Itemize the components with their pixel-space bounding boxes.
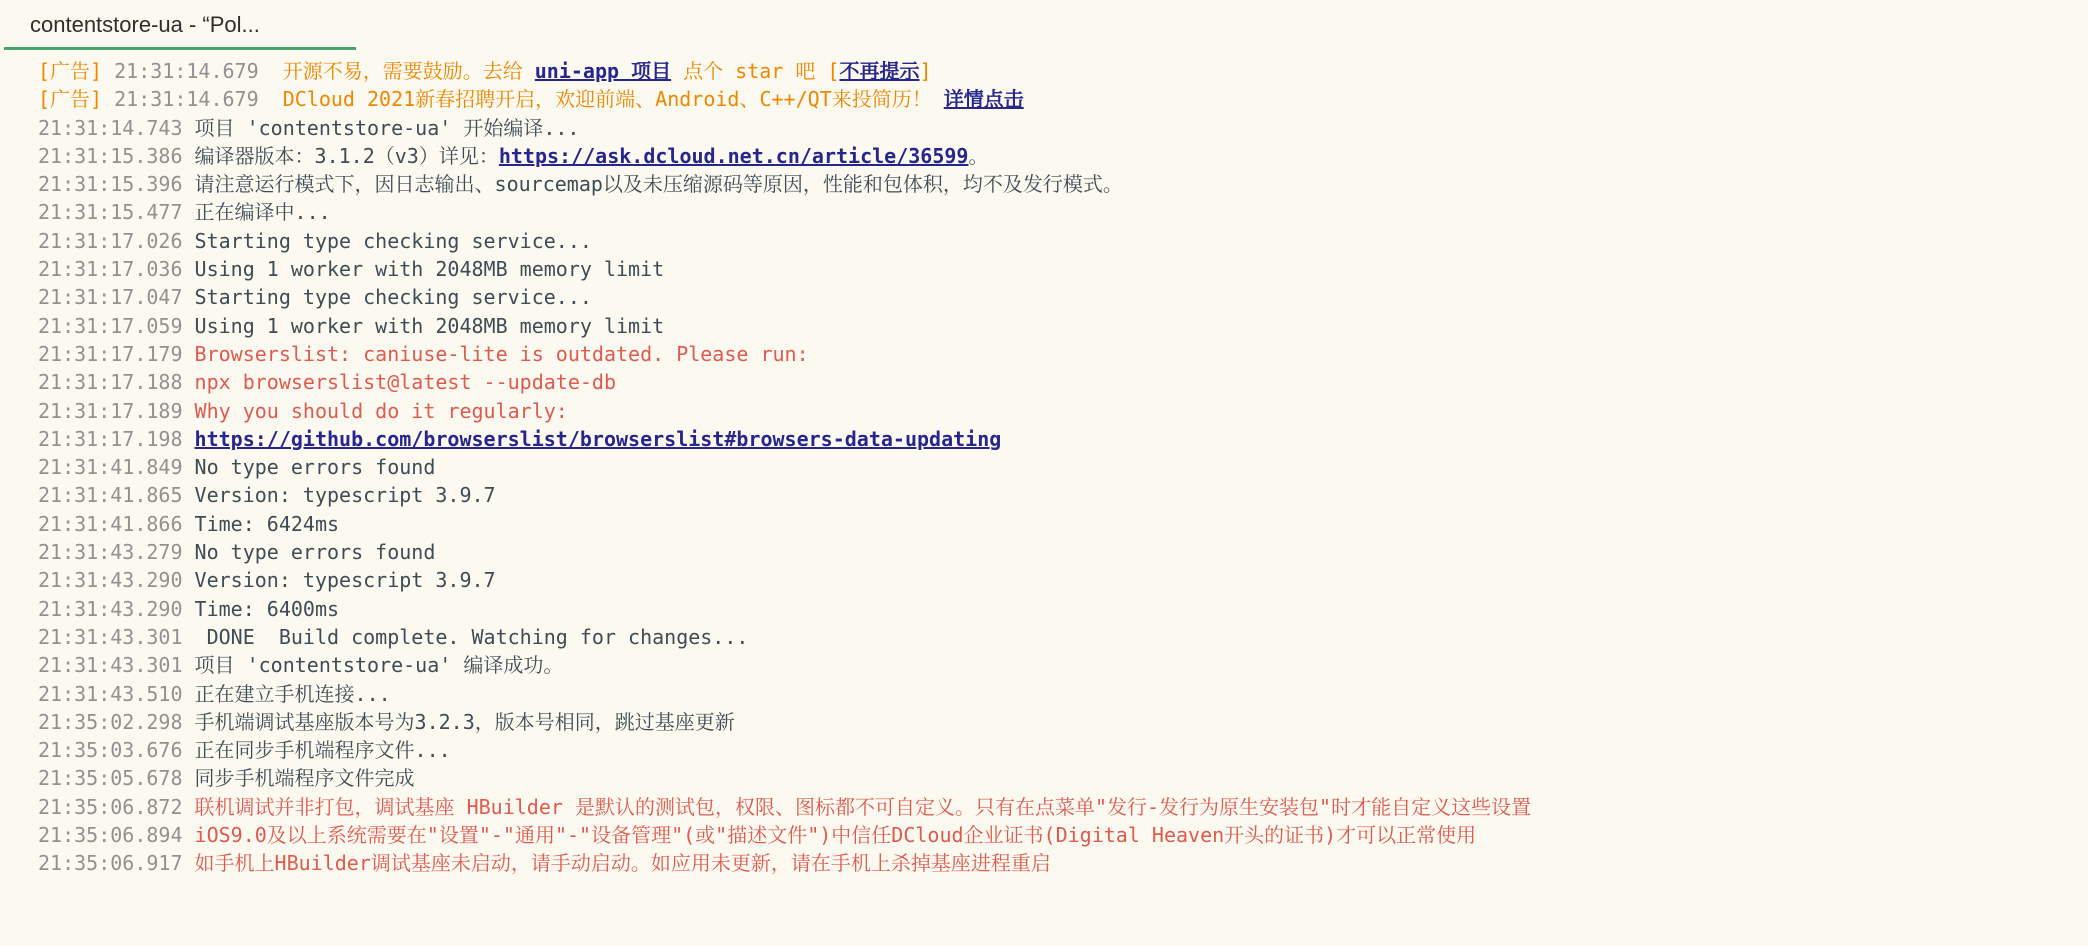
log-line [38,198,2088,226]
log-timestamp: 21:31:43.290 [38,596,195,621]
log-timestamp: 21:31:17.047 [38,285,195,310]
log-timestamp: 21:35:03.676 [38,738,195,763]
log-timestamp: 21:31:41.865 [38,483,195,508]
log-text: 项目 'contentstore-ua' 开始编译... [194,115,580,140]
log-text: 请注意运行模式下，因日志输出、sourcemap以及未压缩源码等原因，性能和包体积，均不及发行模式。 [194,172,1123,197]
log-text: Version: typescript 3.9.7 [194,483,496,508]
log-line [38,764,2088,792]
log-timestamp: 21:31:17.179 [38,341,195,366]
log-line [38,708,2088,736]
log-text: 编译器版本：3.1.2（v3）详见： [194,143,499,168]
log-text: Starting type checking service... [194,285,592,310]
log-line [38,340,2088,368]
log-line [38,283,2088,311]
log-timestamp: 21:31:17.026 [38,228,195,253]
log-line [38,85,2088,113]
log-line [38,595,2088,623]
log-line [38,821,2088,849]
log-text: [广告] [38,87,115,112]
log-timestamp: 21:35:05.678 [38,766,195,791]
log-text: 开源不易，需要鼓励。去给 [270,59,535,83]
log-timestamp: 21:31:17.198 [38,426,195,451]
log-line [38,453,2088,481]
log-line [38,623,2088,651]
log-text: Version: typescript 3.9.7 [194,568,496,593]
log-text: Time: 6424ms [194,511,340,536]
log-timestamp: 21:31:43.301 [38,624,195,649]
log-line [38,397,2088,425]
log-line [38,312,2088,340]
log-timestamp: 21:35:06.894 [38,823,195,848]
log-line [38,170,2088,198]
log-text: Using 1 worker with 2048MB memory limit [194,313,665,338]
log-line [38,510,2088,538]
log-line [38,368,2088,396]
log-timestamp: 21:31:17.188 [38,370,195,395]
log-timestamp: 21:31:15.396 [38,172,195,197]
log-text: 正在建立手机连接... [194,681,391,706]
tab-active-indicator [4,47,356,50]
log-link[interactable]: https://ask.dcloud.net.cn/article/36599 [498,143,969,168]
log-timestamp: 21:31:14.743 [38,115,195,140]
log-link[interactable]: 不再提示 [839,59,920,83]
log-line [38,849,2088,877]
log-text: Starting type checking service... [194,228,592,253]
log-text: No type errors found [194,455,436,480]
log-timestamp: 21:31:17.036 [38,257,195,282]
log-text: 正在编译中... [194,200,331,225]
log-link[interactable]: https://github.com/browserslist/browserslist#browsers-data-updating [194,426,1002,451]
log-text: DCloud 2021新春招聘开启，欢迎前端、Android、C++/QT来投简历！ [270,87,944,112]
log-timestamp: 21:35:02.298 [38,709,195,734]
tab-console[interactable] [4,0,356,50]
log-text: ] [919,59,932,83]
log-text: 点个 star 吧 [ [671,59,840,83]
log-text: 项目 'contentstore-ua' 编译成功。 [194,653,564,678]
log-timestamp: 21:31:43.290 [38,568,195,593]
log-text: Time: 6400ms [194,596,340,621]
log-line [38,481,2088,509]
log-timestamp: 21:35:06.872 [38,794,195,819]
log-line [38,57,2088,85]
log-text: 同步手机端程序文件完成 [194,766,415,791]
log-line [38,793,2088,821]
log-timestamp: 21:35:06.917 [38,851,195,876]
log-timestamp: 21:31:14.679 [114,87,271,112]
log-text: No type errors found [194,540,436,565]
log-timestamp: 21:31:41.866 [38,511,195,536]
log-text: [广告] [38,59,115,83]
log-text: DONE Build complete. Watching for changes... [194,624,749,649]
tab-bar [0,0,2088,50]
log-text: Browserslist: caniuse-lite is outdated. Please run: [194,341,809,366]
log-timestamp: 21:31:43.301 [38,653,195,678]
log-line [38,114,2088,142]
log-line [38,142,2088,170]
console-log[interactable] [0,50,2088,878]
log-line [38,425,2088,453]
log-text: 联机调试并非打包，调试基座 HBuilder 是默认的测试包，权限、图标都不可自定义。只有在点菜单"发行-发行为原生安装包"时才能自定义这些设置 [194,794,1532,819]
log-text: 正在同步手机端程序文件... [194,738,451,763]
log-timestamp: 21:31:17.189 [38,398,195,423]
log-timestamp: 21:31:43.279 [38,540,195,565]
log-text: Why you should do it regularly: [194,398,568,423]
log-text: iOS9.0及以上系统需要在"设置"-"通用"-"设备管理"(或"描述文件")中信任DCloud企业证书(Digital Heaven开头的证书)才可以正常使用 [194,823,1477,848]
log-line [38,651,2088,679]
log-line [38,680,2088,708]
log-line [38,566,2088,594]
log-link[interactable]: uni-app 项目 [534,59,672,83]
log-text: Using 1 worker with 2048MB memory limit [194,257,665,282]
log-timestamp: 21:31:14.679 [114,59,271,83]
log-timestamp: 21:31:15.386 [38,143,195,168]
log-timestamp: 21:31:43.510 [38,681,195,706]
log-text: npx browserslist@latest --update-db [194,370,616,395]
tab-label: contentstore-ua - “Pol... [30,12,260,37]
log-line [38,538,2088,566]
log-line [38,255,2088,283]
log-text: 。 [968,143,989,168]
log-timestamp: 21:31:17.059 [38,313,195,338]
log-text: 如手机上HBuilder调试基座未启动，请手动启动。如应用未更新，请在手机上杀掉基座进程重启 [194,851,1051,876]
log-line [38,736,2088,764]
log-line [38,227,2088,255]
log-link[interactable]: 详情点击 [943,87,1024,112]
log-text: 手机端调试基座版本号为3.2.3，版本号相同，跳过基座更新 [194,709,735,734]
log-timestamp: 21:31:15.477 [38,200,195,225]
log-timestamp: 21:31:41.849 [38,455,195,480]
